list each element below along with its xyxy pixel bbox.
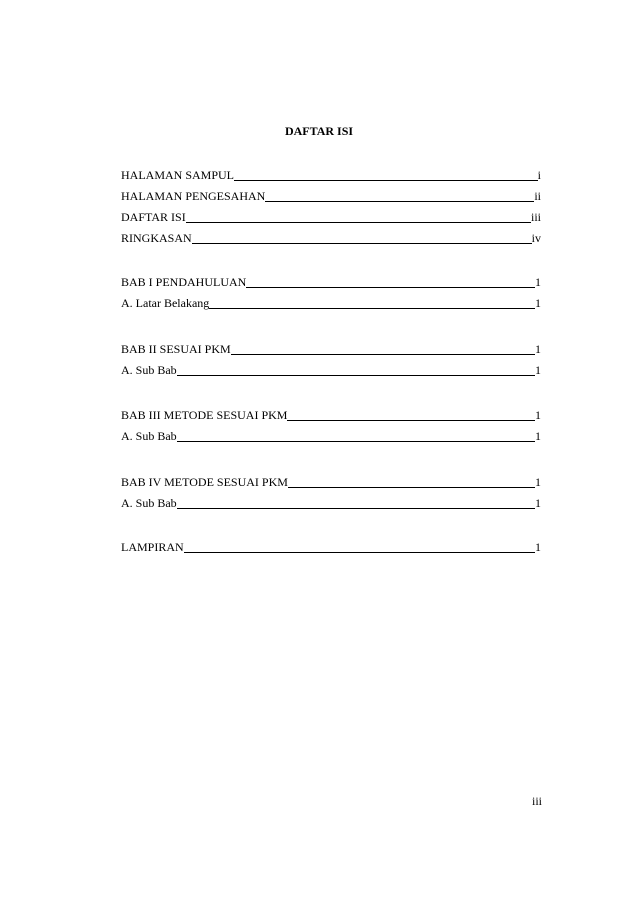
- page-title: DAFTAR ISI: [284, 124, 354, 138]
- toc-entry-latar-belakang: [121, 296, 541, 311]
- toc-entry-label: BAB I PENDAHULUAN: [121, 275, 247, 289]
- toc-entry-halaman-pengesahan: [121, 189, 541, 204]
- toc-entry-page: 1: [535, 475, 541, 489]
- toc-entry-daftar-isi: [121, 210, 541, 225]
- page-number: iii: [532, 794, 543, 808]
- toc-entry-page: 1: [535, 540, 541, 554]
- toc-leader-line: [209, 308, 535, 309]
- toc-entry-label: A. Sub Bab: [121, 363, 177, 377]
- toc-entry-page: 1: [535, 275, 541, 289]
- toc-entry-label: A. Sub Bab: [121, 429, 177, 443]
- toc-entry-label: BAB III METODE SESUAI PKM: [121, 408, 288, 422]
- toc-entry-page: 1: [535, 408, 541, 422]
- toc-entry-sub-bab: [121, 363, 541, 378]
- toc-leader-line: [287, 420, 535, 421]
- toc-leader-line: [288, 487, 535, 488]
- toc-entry-label: A. Latar Belakang: [121, 296, 210, 310]
- toc-entry-ringkasan: [121, 231, 541, 246]
- toc-entry-label: HALAMAN PENGESAHAN: [121, 189, 266, 203]
- toc-leader-line: [177, 441, 535, 442]
- toc-entry-page: 1: [535, 363, 541, 377]
- toc-entry-bab-4: [121, 475, 541, 490]
- toc-entry-label: LAMPIRAN: [121, 540, 184, 554]
- toc-leader-line: [246, 287, 535, 288]
- toc-entry-label: A. Sub Bab: [121, 496, 177, 510]
- toc-entry-sub-bab: [121, 496, 541, 511]
- toc-leader-line: [184, 552, 535, 553]
- toc-entry-label: RINGKASAN: [121, 231, 192, 245]
- toc-entry-sub-bab: [121, 429, 541, 444]
- toc-entry-page: 1: [535, 296, 541, 310]
- toc-leader-line: [231, 354, 535, 355]
- toc-entry-page: iv: [531, 231, 541, 245]
- toc-entry-page: i: [537, 168, 541, 182]
- toc-entry-bab-3: [121, 408, 541, 423]
- toc-leader-line: [265, 201, 534, 202]
- toc-entry-label: BAB IV METODE SESUAI PKM: [121, 475, 288, 489]
- toc-leader-line: [234, 180, 538, 181]
- toc-leader-line: [186, 222, 531, 223]
- toc-entry-bab-1: [121, 275, 541, 290]
- toc-entry-label: DAFTAR ISI: [121, 210, 186, 224]
- toc-entry-label: BAB II SESUAI PKM: [121, 342, 231, 356]
- toc-leader-line: [177, 375, 535, 376]
- toc-entry-halaman-sampul: [121, 168, 541, 183]
- toc-leader-line: [192, 243, 532, 244]
- toc-entry-page: 1: [535, 342, 541, 356]
- toc-leader-line: [177, 508, 535, 509]
- toc-entry-page: ii: [534, 189, 541, 203]
- toc-entry-page: iii: [530, 210, 541, 224]
- toc-entry-page: 1: [535, 496, 541, 510]
- toc-entry-label: HALAMAN SAMPUL: [121, 168, 235, 182]
- toc-entry-bab-2: [121, 342, 541, 357]
- toc-entry-page: 1: [535, 429, 541, 443]
- toc-entry-lampiran: [121, 540, 541, 555]
